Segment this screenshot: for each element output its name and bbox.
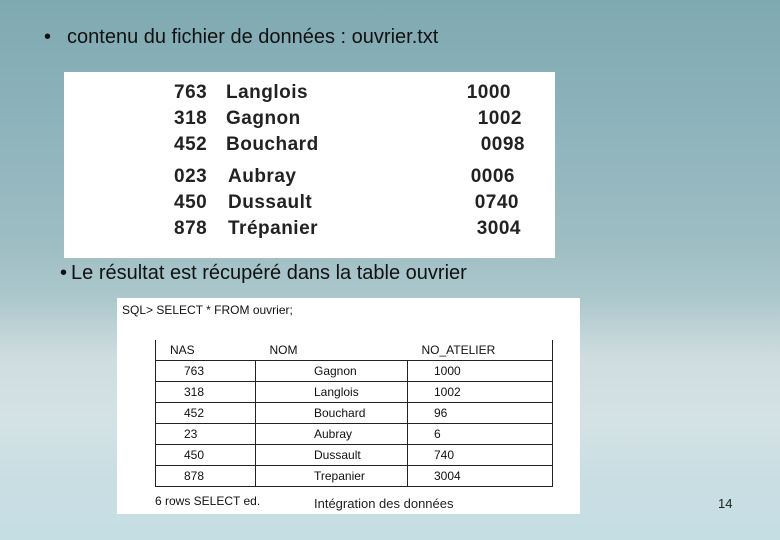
rows-selected-message: 6 rows SELECT ed.	[155, 494, 261, 508]
cell-no-atelier: 1000	[408, 361, 553, 382]
bullet-file-content-text: contenu du fichier de données : ouvrier.txt	[67, 26, 439, 48]
column-header-nas: NAS	[156, 340, 256, 361]
table-row	[156, 445, 553, 466]
cell-no-atelier: 1002	[408, 382, 553, 403]
file-row	[64, 192, 555, 218]
file-row-value: 0098	[480, 134, 525, 155]
bullet-glyph: •	[60, 262, 68, 284]
file-row-name: Langlois	[226, 82, 309, 103]
cell-no-atelier: 96	[408, 403, 553, 424]
file-row-value: 0740	[474, 192, 519, 213]
file-row-value: 1000	[466, 82, 511, 103]
bullet-glyph: •	[44, 26, 52, 48]
cell-nom: Gagnon	[256, 361, 408, 382]
file-row-id: 318	[174, 108, 208, 129]
file-row	[64, 134, 555, 160]
column-header-no-atelier: NO_ATELIER	[408, 340, 553, 361]
table-row	[156, 382, 553, 403]
cell-nas: 23	[156, 424, 256, 445]
page-number: 14	[718, 496, 733, 511]
table-row	[156, 361, 553, 382]
file-row-id: 023	[174, 166, 208, 187]
file-row-name: Dussault	[228, 192, 313, 213]
file-row-id: 452	[174, 134, 208, 155]
file-row-name: Aubray	[228, 166, 297, 187]
file-row-value: 0006	[470, 166, 515, 187]
table-row	[156, 466, 553, 487]
file-row-value: 3004	[476, 218, 521, 239]
file-row-value: 1002	[477, 108, 522, 129]
cell-nom: Dussault	[256, 445, 408, 466]
file-row-id: 763	[174, 82, 208, 103]
table-row	[156, 403, 553, 424]
file-row	[64, 82, 555, 108]
file-row	[64, 218, 555, 244]
cell-no-atelier: 6	[408, 424, 553, 445]
cell-nas: 450	[156, 445, 256, 466]
cell-nom: Trepanier	[256, 466, 408, 487]
file-row	[64, 166, 555, 192]
cell-no-atelier: 740	[408, 445, 553, 466]
bullet-result	[60, 262, 467, 285]
file-row-name: Gagnon	[226, 108, 301, 129]
file-row-id: 878	[174, 218, 208, 239]
cell-nom: Bouchard	[256, 403, 408, 424]
cell-nas: 318	[156, 382, 256, 403]
data-file-image	[64, 72, 555, 258]
file-row	[64, 108, 555, 134]
file-row-id: 450	[174, 192, 208, 213]
slide-footer: Intégration des données	[314, 496, 454, 511]
cell-nas: 452	[156, 403, 256, 424]
cell-no-atelier: 3004	[408, 466, 553, 487]
sql-command: SQL> SELECT * FROM ouvrier;	[122, 303, 293, 317]
cell-nom: Langlois	[256, 382, 408, 403]
sql-output-image	[117, 298, 580, 514]
table-header-row	[156, 340, 553, 361]
file-row-name: Bouchard	[226, 134, 319, 155]
bullet-result-text: Le résultat est récupéré dans la table ouvrier	[71, 262, 467, 284]
result-table	[155, 340, 553, 487]
file-row-name: Trépanier	[228, 218, 319, 239]
table-row	[156, 424, 553, 445]
cell-nom: Aubray	[256, 424, 408, 445]
cell-nas: 763	[156, 361, 256, 382]
cell-nas: 878	[156, 466, 256, 487]
bullet-file-content	[44, 26, 438, 49]
column-header-nom: NOM	[256, 340, 408, 361]
